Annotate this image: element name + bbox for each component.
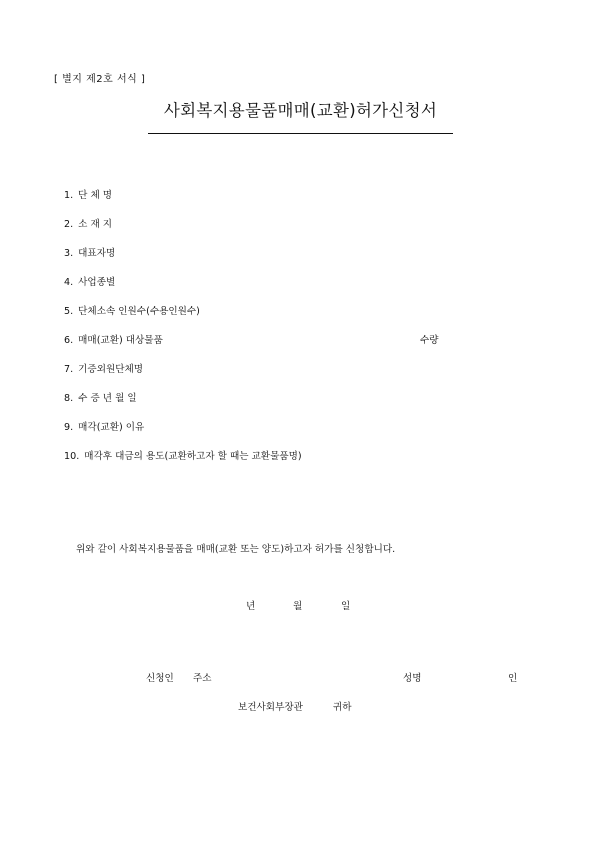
- item-donor-organization: [64, 363, 484, 392]
- item-label: 수 증 년 월 일: [78, 393, 137, 404]
- item-label: 단 체 명: [78, 190, 113, 201]
- item-number: 10.: [64, 451, 80, 462]
- item-number: 7.: [64, 364, 74, 375]
- name-label: 성명: [403, 673, 422, 684]
- item-number: 3.: [64, 248, 74, 259]
- application-items: [64, 189, 484, 479]
- item-representative: [64, 247, 484, 276]
- title-underline: [148, 133, 453, 134]
- item-number: 5.: [64, 306, 74, 317]
- addressee-recipient: 보건사회부장관: [238, 702, 303, 713]
- item-label: 단체소속 인원수(수용인원수): [78, 306, 200, 317]
- seal-label: 인: [508, 673, 518, 684]
- item-number: 4.: [64, 277, 74, 288]
- item-location: [64, 218, 484, 247]
- item-label: 소 재 지: [78, 219, 113, 230]
- applicant-label: 신청인: [146, 673, 174, 684]
- item-label: 매각후 대금의 용도(교환하고자 할 때는 교환물품명): [84, 451, 302, 462]
- item-label: 사업종별: [78, 277, 116, 288]
- item-receipt-date: [64, 392, 484, 421]
- item-member-count: [64, 305, 484, 334]
- item-sale-reason: [64, 421, 484, 450]
- item-target-goods: [64, 334, 484, 363]
- document-title: 사회복지용물품매매(교환)허가신청서: [163, 101, 438, 120]
- item-label: 대표자명: [78, 248, 116, 259]
- item-label: 기증외원단체명: [78, 364, 144, 375]
- date-day: 일: [341, 601, 351, 612]
- address-label: 주소: [193, 673, 212, 684]
- item-organization-name: [64, 189, 484, 218]
- date-month: 월: [293, 601, 303, 612]
- item-number: 2.: [64, 219, 74, 230]
- item-number: 1.: [64, 190, 74, 201]
- addressee-honorific: 귀하: [333, 702, 352, 713]
- item-business-type: [64, 276, 484, 305]
- application-statement: 위와 같이 사회복지용물품을 매매(교환 또는 양도)하고자 허가를 신청합니다.: [76, 544, 396, 555]
- item-number: 6.: [64, 335, 74, 346]
- form-number-label: [ 별지 제2호 서식 ]: [54, 74, 146, 85]
- item-number: 8.: [64, 393, 74, 404]
- quantity-label: 수량: [420, 335, 439, 346]
- date-year: 년: [246, 601, 256, 612]
- item-label: 매각(교환) 이유: [78, 422, 145, 433]
- item-label: 매매(교환) 대상물품: [78, 335, 163, 346]
- item-proceeds-use: [64, 450, 484, 479]
- item-number: 9.: [64, 422, 74, 433]
